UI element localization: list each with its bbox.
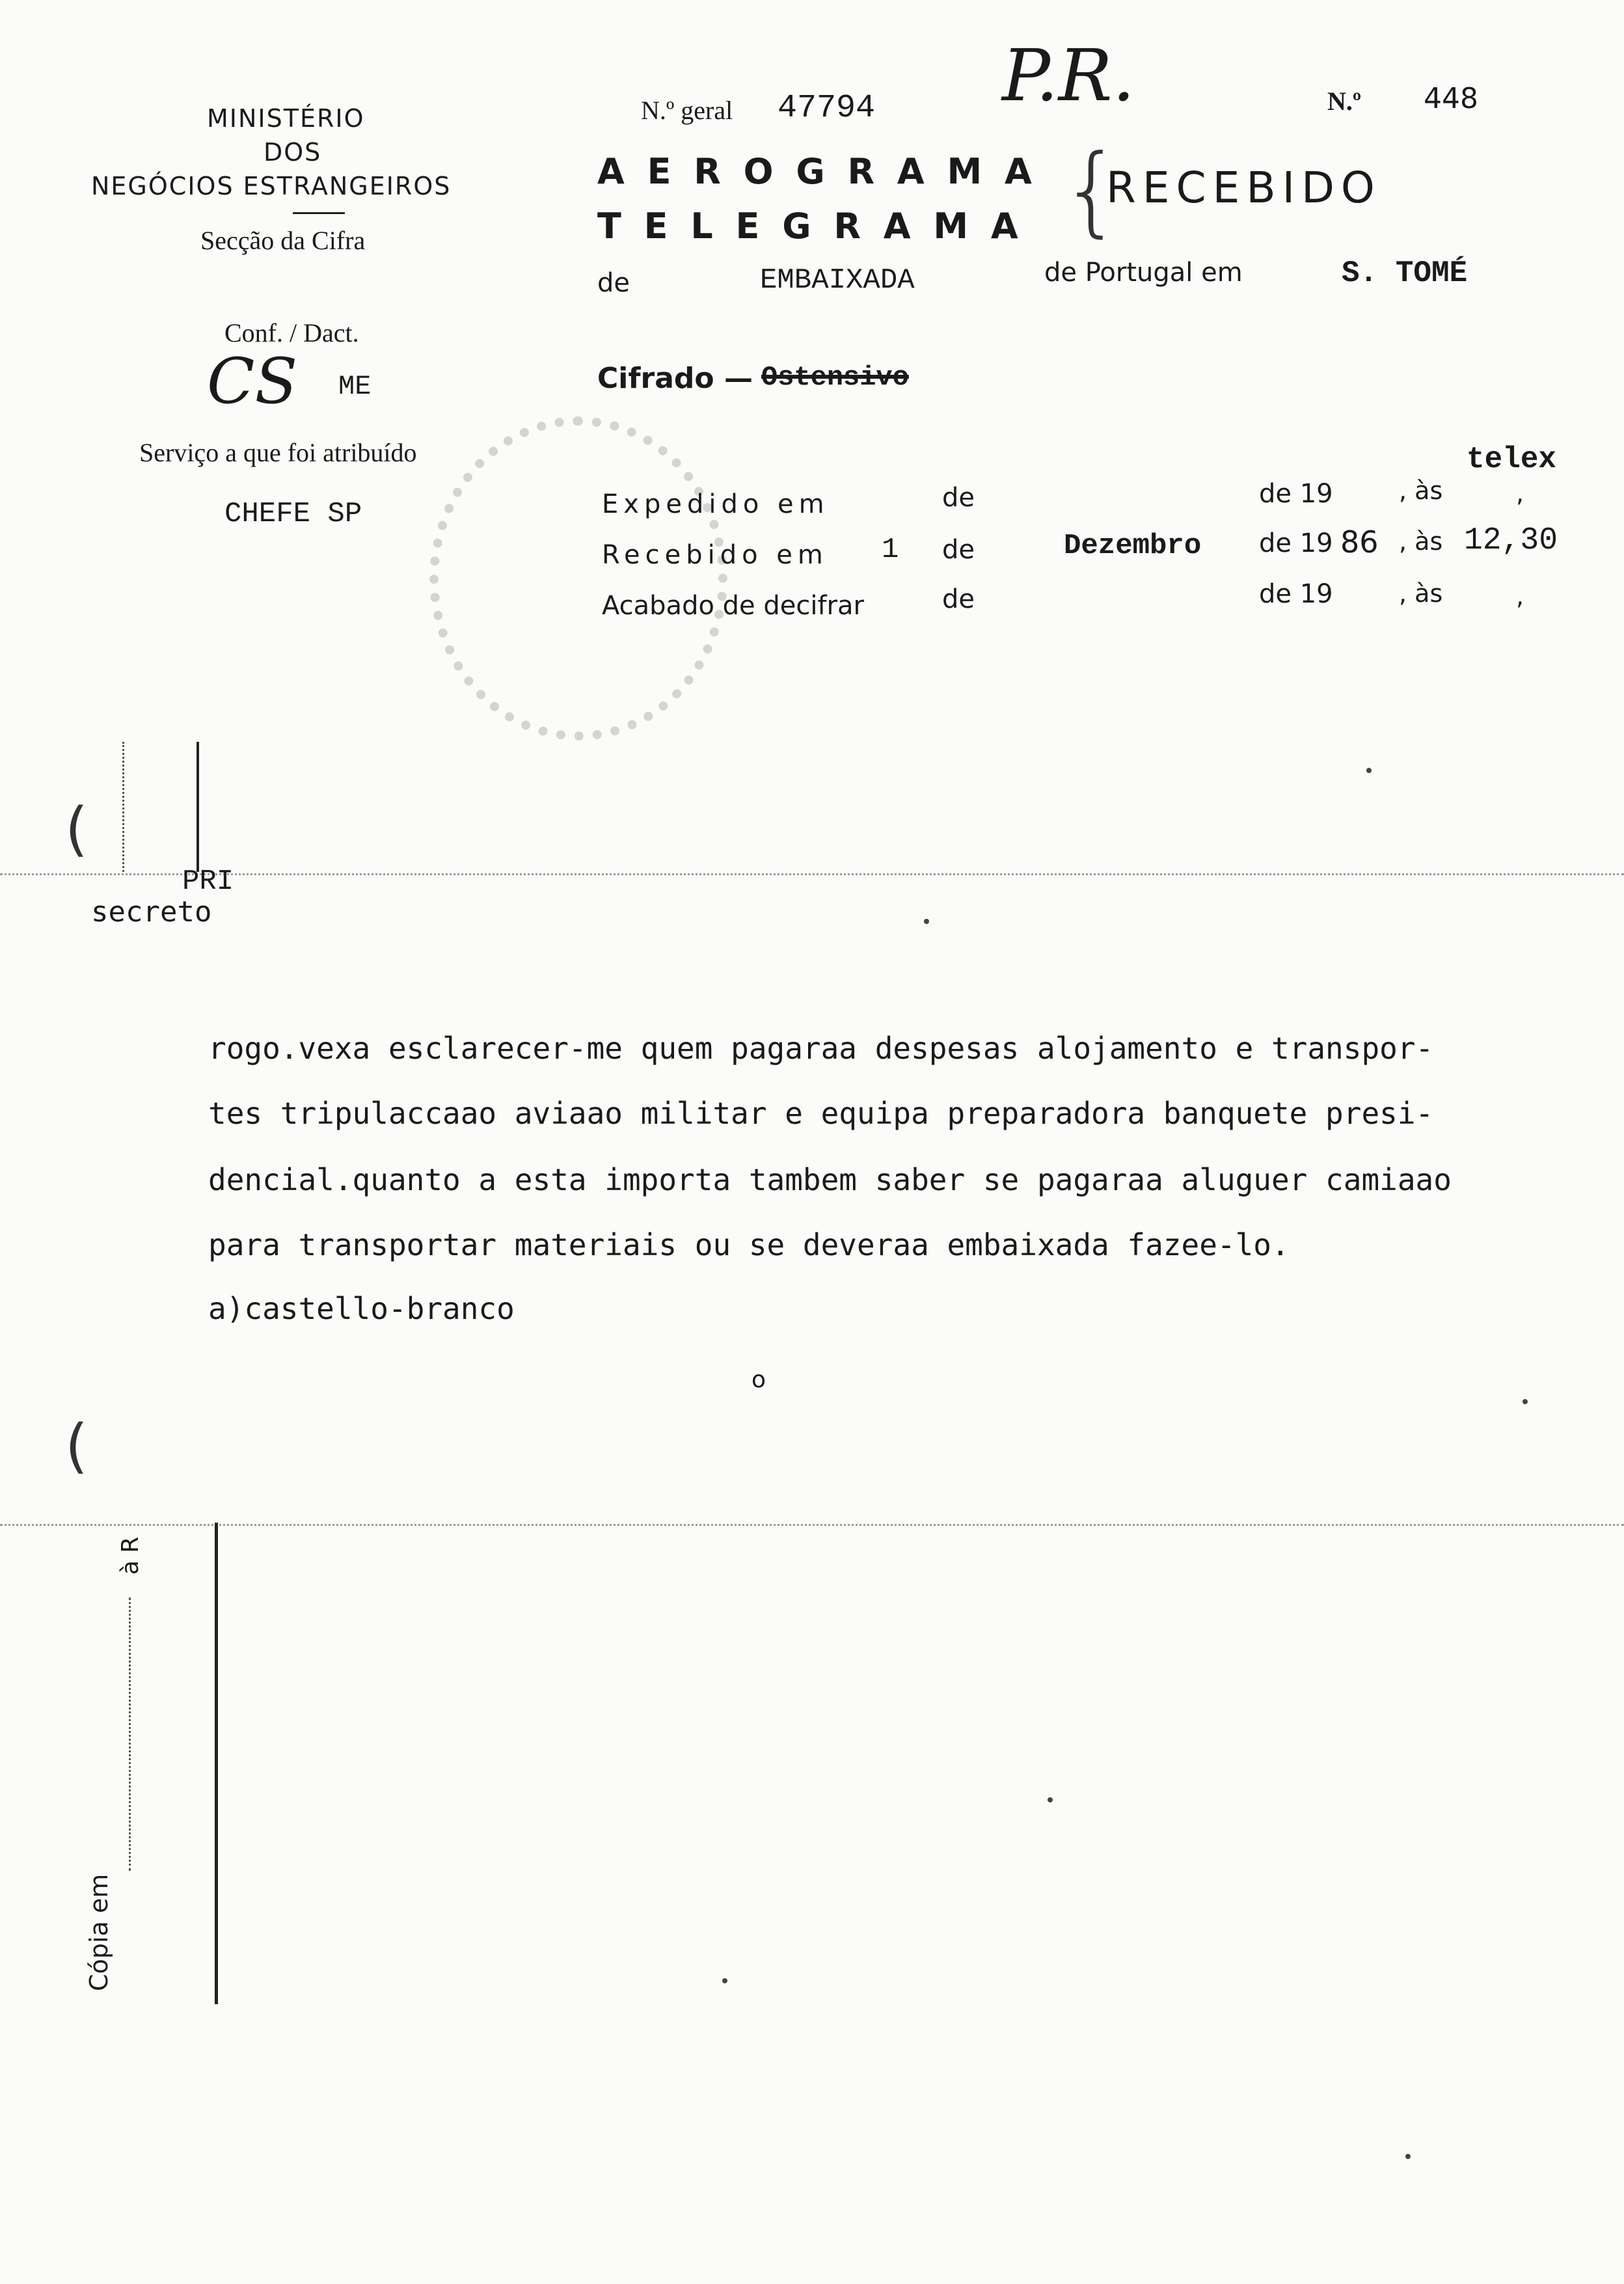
punch-hole-lower: ( bbox=[65, 1412, 88, 1480]
row-acabado-year: de 19 bbox=[1259, 579, 1333, 609]
cipher-label: Cifrado — bbox=[597, 362, 753, 395]
telegrama-label: T E L E G R A M A bbox=[597, 206, 1023, 247]
secrecy-label: secreto bbox=[91, 895, 212, 929]
row-recebido-year-prefix: de 19 bbox=[1259, 528, 1333, 558]
divider-top bbox=[0, 873, 1624, 875]
row-recebido-day: 1 bbox=[882, 534, 899, 566]
signature: a)castello-branco bbox=[208, 1291, 515, 1326]
margin-rule-upper bbox=[196, 742, 199, 872]
row-recebido-label: Recebido em bbox=[602, 540, 828, 570]
margin-rule-lower bbox=[215, 1523, 218, 2004]
ink-speck bbox=[1405, 2154, 1411, 2159]
from-value: EMBAIXADA bbox=[760, 264, 915, 297]
general-number: 47794 bbox=[778, 90, 876, 127]
dotted-fold-upper bbox=[122, 742, 124, 872]
general-number-label: N.º geral bbox=[641, 96, 733, 125]
ink-speck bbox=[1366, 768, 1372, 773]
ink-circle-mark: o bbox=[751, 1366, 766, 1393]
number-label: N.º bbox=[1327, 87, 1362, 116]
portugal-label: de Portugal em bbox=[1044, 258, 1243, 288]
conf-value: ME bbox=[338, 371, 372, 402]
priority-label: PRI bbox=[182, 865, 234, 898]
row-acabado-de: de bbox=[942, 584, 975, 614]
copy-suffix: à R bbox=[117, 1536, 144, 1575]
divider-bottom bbox=[0, 1524, 1624, 1526]
row-expedido-at: , às bbox=[1399, 476, 1443, 505]
faded-stamp bbox=[429, 416, 727, 741]
row-recebido-year-suffix: 86 bbox=[1340, 524, 1379, 560]
ministry-line-1: MINISTÉRIO bbox=[207, 104, 365, 133]
ministry-line-2: DOS bbox=[264, 138, 322, 167]
section-label: Secção da Cifra bbox=[200, 226, 366, 255]
copy-field-dots bbox=[129, 1597, 131, 1871]
row-acabado-end: , bbox=[1516, 582, 1524, 610]
row-recebido-time: 12,30 bbox=[1464, 523, 1558, 558]
row-expedido-label: Expedido em bbox=[602, 489, 830, 519]
row-acabado-at: , às bbox=[1399, 579, 1443, 608]
row-expedido-de: de bbox=[942, 483, 975, 513]
from-label: de bbox=[597, 268, 630, 298]
body-line: para transportar materiais ou se deveraa embaixada fazee-lo. bbox=[208, 1227, 1290, 1262]
body-line: tes tripulaccaao aviaao militar e equipa preparadora banquete presi- bbox=[208, 1096, 1434, 1131]
status-received: RECEBIDO bbox=[1106, 163, 1381, 213]
conf-label: Conf. / Dact. bbox=[224, 318, 359, 347]
ministry-line-3: NEGÓCIOS ESTRANGEIROS bbox=[91, 172, 452, 200]
row-expedido-year: de 19 bbox=[1259, 479, 1333, 509]
brace: { bbox=[1061, 134, 1123, 247]
row-recebido-at: , às bbox=[1399, 527, 1443, 556]
conf-handwritten-initials: CS bbox=[207, 345, 298, 418]
service-label: Serviço a que foi atribuído bbox=[139, 438, 417, 467]
location-value: S. TOMÉ bbox=[1342, 256, 1468, 290]
header-underline bbox=[293, 212, 345, 214]
ink-speck bbox=[1048, 1797, 1053, 1802]
row-acabado-label: Acabado de decifrar bbox=[602, 591, 864, 621]
row-expedido-end: , bbox=[1516, 479, 1524, 508]
copy-label: Cópia em bbox=[85, 1873, 113, 1991]
punch-hole-upper: ( bbox=[65, 795, 88, 863]
cipher-struck: Ostensivo bbox=[761, 362, 909, 393]
number-value: 448 bbox=[1424, 82, 1478, 115]
body-line: rogo.vexa esclarecer-me quem pagaraa despesas alojamento e transpor- bbox=[208, 1031, 1434, 1066]
ink-speck bbox=[924, 919, 929, 924]
row-recebido-month: Dezembro bbox=[1064, 530, 1202, 562]
handwritten-initials: P.R. bbox=[1002, 34, 1135, 117]
aerograma-label: A E R O G R A M A bbox=[597, 151, 1037, 192]
row-recebido-de: de bbox=[942, 535, 975, 565]
ink-speck bbox=[1522, 1399, 1528, 1404]
service-value: CHEFE SP bbox=[224, 498, 362, 530]
transmission-mode: telex bbox=[1467, 442, 1557, 476]
body-line: dencial.quanto a esta importa tambem saber se pagaraa aluguer camiaao bbox=[208, 1162, 1452, 1197]
ink-speck bbox=[722, 1978, 727, 1983]
